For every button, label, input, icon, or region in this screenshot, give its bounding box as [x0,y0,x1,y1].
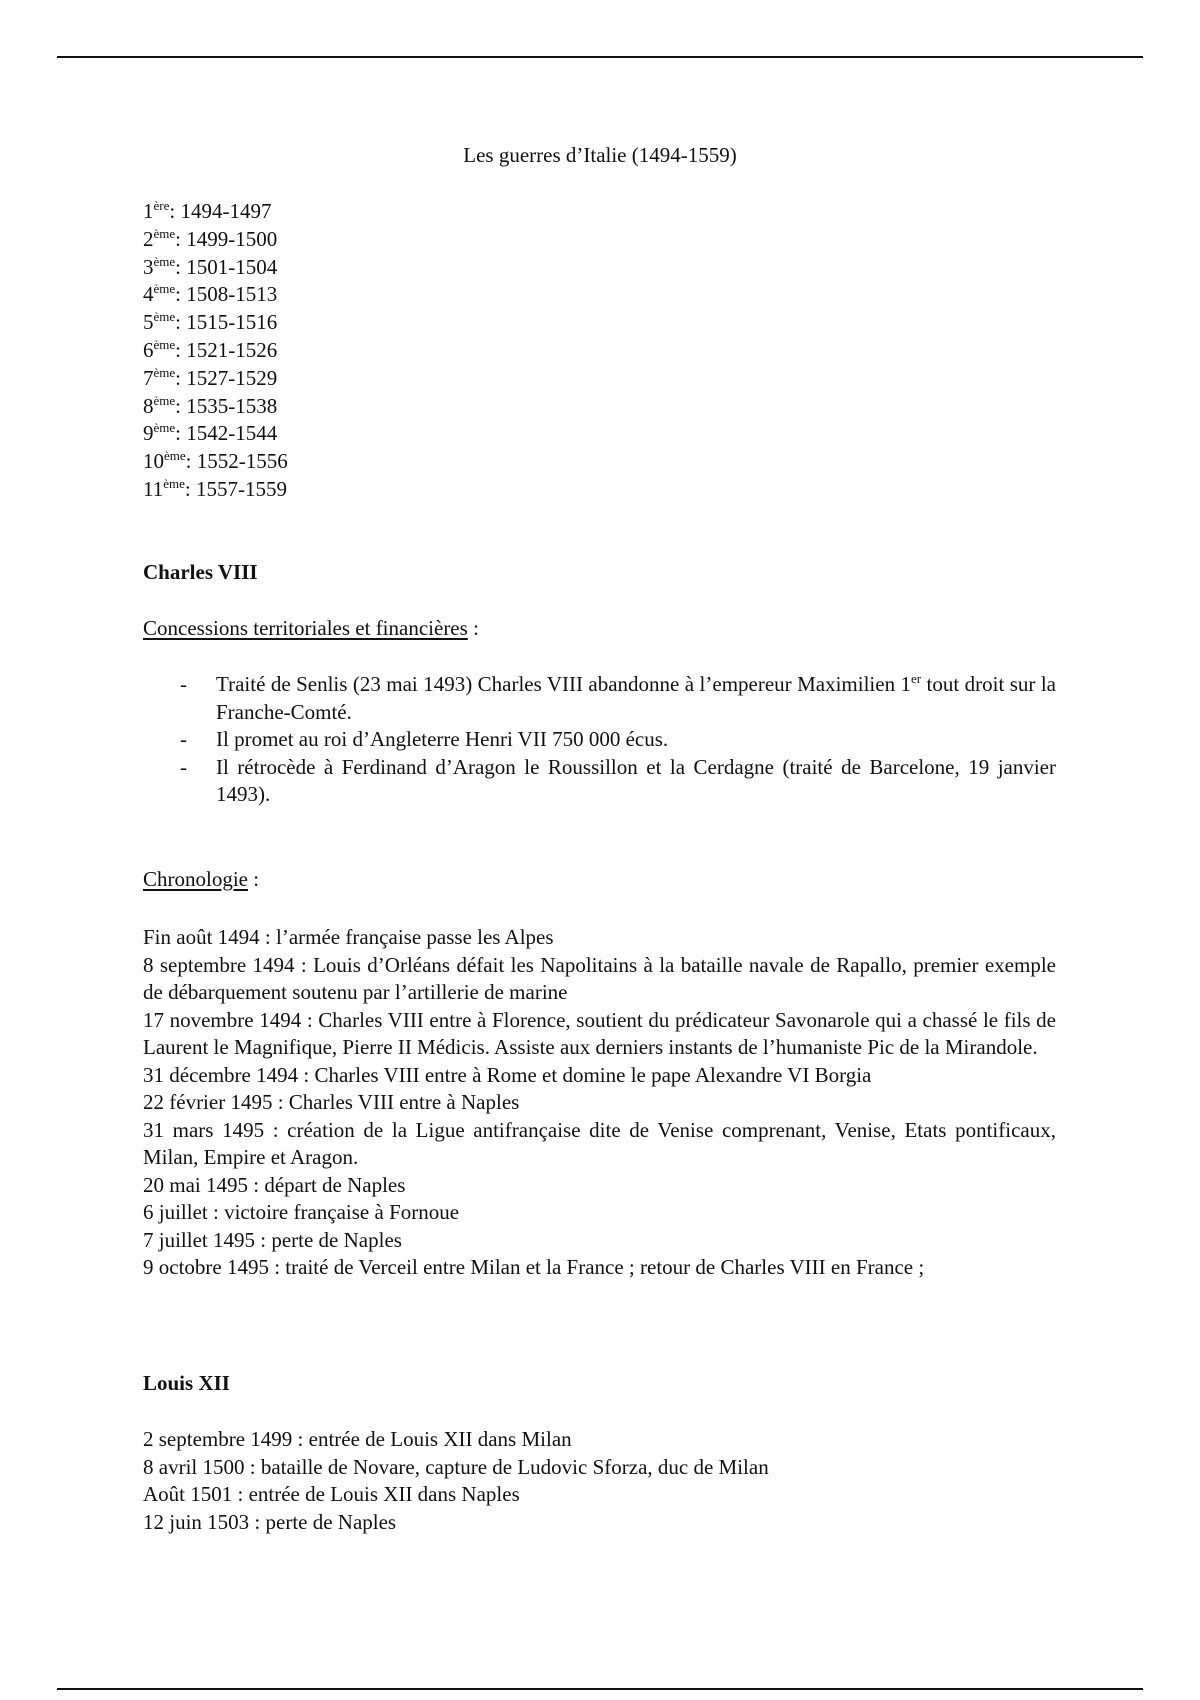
war-item: 10ème: 1552-1556 [143,448,288,474]
heading-louis-xii: Louis XII [143,1371,230,1395]
war-item: 1ère: 1494-1497 [143,198,272,223]
chronology-entry: 31 mars 1495 : création de la Ligue antifrançaise dite de Venise comprenant, Venise, Etats pontificaux, Milan, Empire et Aragon. [143,1117,1056,1169]
chronology-entry: 8 avril 1500 : bataille de Novare, capture de Ludovic Sforza, duc de Milan [143,1454,769,1479]
chronology-entry: Fin août 1494 : l’armée française passe les Alpes [143,925,554,949]
war-item: 4ème: 1508-1513 [143,281,278,307]
wars-list [143,198,288,504]
chronology-entry: 7 juillet 1495 : perte de Naples [143,1227,402,1252]
chronology-entry: 20 mai 1495 : départ de Naples [143,1172,406,1197]
war-item: 2ème: 1499-1500 [143,225,278,251]
chronology-entry: 31 décembre 1494 : Charles VIII entre à Rome et domine le pape Alexandre VI Borgia [143,1062,872,1087]
concessions-heading: Concessions territoriales et financières : [143,616,479,640]
war-item: 9ème: 1542-1544 [143,420,278,446]
list-item: - Traité de Senlis (23 mai 1493) Charles VIII abandonne à l’empereur Maximilien 1er tout droit sur la Franche-Comté. [180,671,1057,724]
louis-chronology [143,1426,1056,1536]
war-item: 11ème: 1557-1559 [143,475,287,501]
list-item: - Il promet au roi d’Angleterre Henri VII 750 000 écus. [180,727,669,751]
list-item: - Il rétrocède à Ferdinand d’Aragon le Roussillon et la Cerdagne (traité de Barcelone, 19 janvier 1493). [180,754,1056,806]
bottom-rule [57,1688,1143,1690]
top-rule [57,56,1143,58]
war-item: 8ème: 1535-1538 [143,392,278,418]
page-title: Les guerres d’Italie (1494-1559) [463,143,737,167]
chronology-entry: 9 octobre 1495 : traité de Verceil entre Milan et la France ; retour de Charles VIII en France ; [143,1255,925,1279]
charles-chronology [143,924,1056,1282]
chronology-entry: 22 février 1495 : Charles VIII entre à Naples [143,1090,520,1114]
chronology-entry: 2 septembre 1499 : entrée de Louis XII dans Milan [143,1427,572,1451]
heading-charles-viii: Charles VIII [143,560,258,584]
chronologie-heading: Chronologie : [143,867,260,891]
chronology-entry: 6 juillet : victoire française à Fornoue [143,1200,460,1224]
chronology-entry: 12 juin 1503 : perte de Naples [143,1509,397,1534]
chronology-entry: 8 septembre 1494 : Louis d’Orléans défait les Napolitains à la bataille navale de Rapallo, premier exemple de débarquement soutenu par l’artillerie de marine [143,952,1056,1004]
concessions-list [143,671,1056,809]
war-item: 6ème: 1521-1526 [143,336,278,362]
chronology-entry: Août 1501 : entrée de Louis XII dans Naples [143,1482,520,1506]
war-item: 7ème: 1527-1529 [143,364,278,390]
war-item: 3ème: 1501-1504 [143,253,278,279]
war-item: 5ème: 1515-1516 [143,309,278,335]
chronology-entry: 17 novembre 1494 : Charles VIII entre à Florence, soutient du prédicateur Savonarole qui a chassé le fils de Laurent le Magnifique, Pierre II Médicis. Assiste aux derniers instants de l’humaniste Pic de la Mirandole. [143,1007,1056,1059]
